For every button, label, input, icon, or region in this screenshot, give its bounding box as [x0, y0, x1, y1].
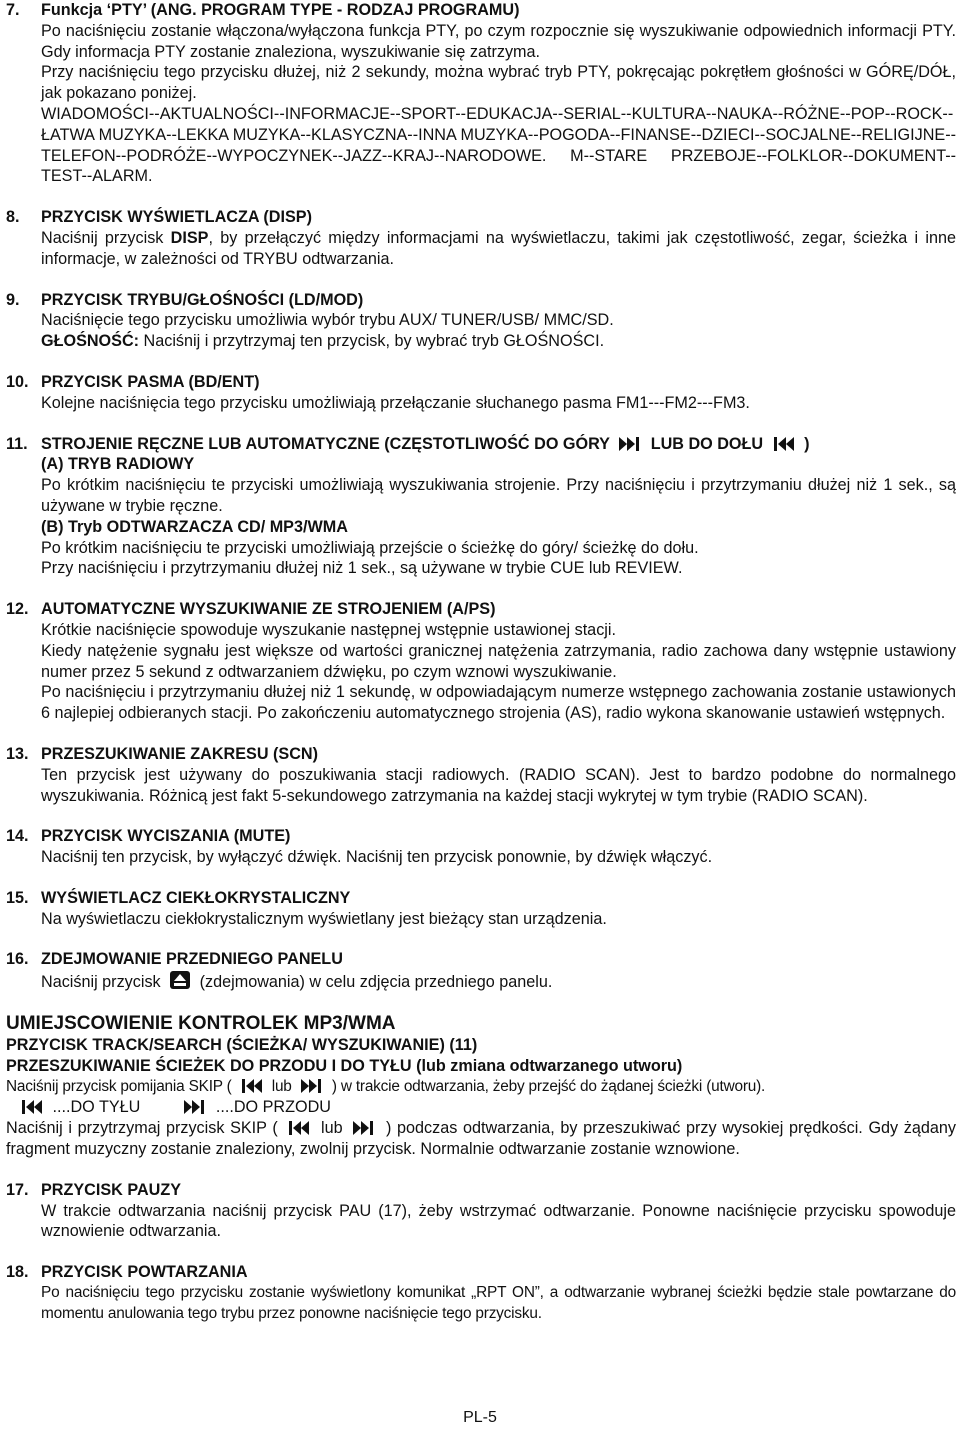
title-text: LUB DO DOŁU	[650, 434, 764, 453]
paragraph: Kolejne naciśnięcia tego przycisku umożliwiają przełączanie słuchanego pasma FM1---FM2---FM3.	[41, 393, 750, 412]
paragraph	[41, 331, 956, 352]
section-number: 18.	[6, 1263, 29, 1282]
paragraph: Naciśnij ten przycisk, by wyłączyć dźwięk. Naciśnij ten przycisk ponownie, by dźwięk włączyć.	[41, 848, 713, 867]
section-9	[6, 290, 956, 352]
subsection-title: (A) TRYB RADIOWY	[41, 455, 195, 474]
section-14	[6, 826, 956, 868]
text: ....DO TYŁU	[52, 1098, 141, 1117]
paragraph: Po naciśnięciu tego przycisku zostanie wyświetlony komunikat „RPT ON”, a odtwarzanie wybranej ścieżki będzie stale powtarzane do momentu anulowania tego trybu przez ponowne naciśnięcie tego przycisku.	[41, 1284, 956, 1322]
section-16	[6, 949, 956, 993]
text: Naciśnij przycisk pomijania SKIP (	[6, 1077, 232, 1095]
section-number: 15.	[6, 888, 29, 907]
paragraph	[6, 1097, 956, 1118]
page-number: PL-5	[463, 1409, 497, 1426]
previous-track-icon	[287, 1120, 311, 1136]
section-title: PRZYCISK WYCISZANIA (MUTE)	[41, 827, 291, 846]
text: ) w trakcie odtwarzania, żeby przejść do żądanej ścieżki (utworu).	[331, 1077, 766, 1095]
text: , by przełączyć między informacjami na wyświetlaczu, takimi jak częstotliwość, zegar, ścieżka i inne informacje, w zależności od TRYBU odtwarzania.	[41, 228, 956, 268]
section-8	[6, 207, 956, 269]
section-title: PRZYCISK POWTARZANIA	[41, 1263, 248, 1282]
next-track-icon	[618, 436, 642, 452]
section-number: 8.	[6, 208, 20, 227]
paragraph: W trakcie odtwarzania naciśnij przycisk PAU (17), żeby wstrzymać odtwarzanie. Ponowne naciśnięcie przycisku spowoduje wznowienie odtwarzania.	[41, 1201, 956, 1241]
document-page	[6, 0, 956, 1325]
section-17	[6, 1180, 956, 1242]
section-title: AUTOMATYCZNE WYSZUKIWANIE ZE STROJENIEM (A/PS)	[41, 600, 496, 619]
text: (zdejmowania) w celu zdjęcia przedniego panelu.	[199, 973, 553, 992]
text: lub	[271, 1077, 292, 1095]
section-title: PRZYCISK WYŚWIETLACZA (DISP)	[41, 208, 312, 227]
text: lub	[321, 1119, 343, 1138]
paragraph	[6, 1118, 956, 1160]
section-number: 7.	[6, 1, 20, 19]
bold-text: DISP	[170, 228, 209, 247]
section-number: 9.	[6, 290, 20, 309]
text: ....DO PRZODU	[215, 1098, 331, 1117]
text: Naciśnij przycisk	[41, 973, 161, 992]
section-title: PRZESZUKIWANIE ZAKRESU (SCN)	[41, 744, 318, 763]
paragraph: Naciśnięcie tego przycisku umożliwia wybór trybu AUX/ TUNER/USB/ MMC/SD.	[41, 311, 614, 330]
section-title: PRZYCISK TRYBU/GŁOŚNOŚCI (LD/MOD)	[41, 290, 364, 309]
section-15	[6, 888, 956, 930]
section-number: 10.	[6, 372, 29, 391]
paragraph: Ten przycisk jest używany do poszukiwania stacji radiowych. (RADIO SCAN). Jest to bardzo podobne do normalnego wyszukiwania. Różnicą jest fakt 5-sekundowego zatrzymania na każdej stacji wykrytej w tym trybie (RADIO SCAN).	[41, 765, 956, 805]
section-12	[6, 599, 956, 724]
text: ) podczas odtwarzania, by przeszukiwać przy wysokiej prędkości. Gdy żądany fragment muzyczny zostanie znaleziony, zwolnij przycisk. Normalnie odtwarzanie zostanie wznowione.	[6, 1119, 956, 1159]
section-title: PRZYCISK PAUZY	[41, 1180, 182, 1199]
section-number: 17.	[6, 1180, 29, 1199]
paragraph: Kiedy natężenie sygnału jest większe od wartości granicznej natężenia zatrzymania, radio zachowa dany wstępnie ustawiony numer przez 5 sekund z odtwarzaniem dźwięku, po czym wznowi wyszukiwanie.	[41, 641, 956, 681]
section-number: 12.	[6, 600, 29, 619]
text: Naciśnij przycisk	[41, 228, 171, 247]
next-track-icon	[183, 1099, 207, 1115]
bold-text: GŁOŚNOŚĆ:	[41, 332, 140, 351]
pty-list: WIADOMOŚCI--AKTUALNOŚCI--INFORMACJE--SPORT--EDUKACJA--SERIAL--KULTURA--NAUKA--RÓŻNE--POP--ROCK--ŁATWA MUZYKA--LEKKA MUZYKA--KLASYCZNA--INNA MUZYKA--POGODA--FINANSE--DZIECI--SOCJALNE--RELIGIJNE--TELEFON--PODRÓŻE--WYPOCZYNEK--JAZZ--KRAJ--NARODOWE. M--STARE PRZEBOJE--FOLKLOR--DOKUMENT--TEST--ALARM.	[41, 104, 956, 186]
section-title: PRZYCISK PASMA (BD/ENT)	[41, 372, 260, 391]
text: Naciśnij i przytrzymaj przycisk SKIP (	[6, 1119, 278, 1138]
previous-track-icon	[20, 1099, 44, 1115]
eject-icon	[169, 970, 191, 990]
section-heading: UMIEJSCOWIENIE KONTROLEK MP3/WMA	[6, 1013, 396, 1035]
title-text: STROJENIE RĘCZNE LUB AUTOMATYCZNE (CZĘSTOTLIWOŚĆ DO GÓRY	[41, 434, 610, 453]
subsection-title: PRZYCISK TRACK/SEARCH (ŚCIEŻKA/ WYSZUKIWANIE) (11)	[6, 1036, 478, 1055]
section-title: Funkcja ‘PTY’ (ANG. PROGRAM TYPE - RODZAJ PROGRAMU)	[41, 1, 520, 19]
section-number: 11.	[6, 434, 28, 453]
paragraph	[41, 970, 956, 993]
section-title: WYŚWIETLACZ CIEKŁOKRYSTALICZNY	[41, 888, 351, 907]
paragraph: Przy naciśnięciu i przytrzymaniu dłużej niż 1 sek., są używane w trybie CUE lub REVIEW.	[41, 559, 683, 578]
subsection-title: (B) Tryb ODTWARZACZA CD/ MP3/WMA	[41, 517, 348, 536]
section-number: 14.	[6, 827, 29, 846]
section-number: 13.	[6, 744, 29, 763]
section-18	[6, 1262, 956, 1324]
paragraph: Po naciśnięciu zostanie włączona/wyłączona funkcja PTY, po czym rozpocznie się wyszukiwanie odpowiednich informacji PTY. Gdy informacja PTY zostanie znaleziona, wyszukiwanie się zatrzyma.	[41, 21, 956, 61]
paragraph: Po naciśnięciu i przytrzymaniu dłużej niż 1 sekundę, w odpowiadającym numerze wstępnego zachowania zostanie ustawionych 6 najlepiej odbieranych stacji. Po zakończeniu automatycznego strojenia (AS), radio wykona skanowanie ustawień wstępnych.	[41, 683, 956, 723]
section-7	[6, 0, 956, 187]
text: Naciśnij i przytrzymaj ten przycisk, by wybrać tryb GŁOŚNOŚCI.	[139, 332, 605, 351]
paragraph: Po krótkim naciśnięciu te przyciski umożliwiają przejście o ścieżkę do góry/ ścieżkę do dołu.	[41, 538, 699, 557]
previous-track-icon	[240, 1078, 264, 1094]
subsection-title: PRZESZUKIWANIE ŚCIEŻEK DO PRZODU I DO TYŁU (lub zmiana odtwarzanego utworu)	[6, 1056, 683, 1075]
section-10	[6, 372, 956, 414]
paragraph: Przy naciśnięciu tego przycisku dłużej, niż 2 sekundy, można wybrać tryb PTY, pokręcając pokrętłem głośności w GÓRĘ/DÓŁ, jak pokazano poniżej.	[41, 63, 956, 103]
paragraph: Po krótkim naciśnięciu te przyciski umożliwiają wyszukiwania strojenie. Przy naciśnięciu i przytrzymaniu dłużej niż 1 sek., są używane w trybie ręczne.	[41, 476, 956, 515]
mp3-controls-section	[6, 1013, 956, 1160]
paragraph	[6, 1077, 956, 1098]
next-track-icon	[300, 1078, 324, 1094]
section-11	[6, 434, 956, 580]
section-title	[41, 434, 956, 455]
section-13	[6, 744, 956, 806]
paragraph: Krótkie naciśnięcie spowoduje wyszukanie następnej wstępnie ustawionej stacji.	[41, 620, 616, 639]
previous-track-icon	[772, 436, 796, 452]
next-track-icon	[352, 1120, 376, 1136]
title-text: )	[804, 434, 810, 453]
paragraph: Na wyświetlaczu ciekłokrystalicznym wyświetlany jest bieżący stan urządzenia.	[41, 909, 607, 928]
section-title: ZDEJMOWANIE PRZEDNIEGO PANELU	[41, 950, 343, 969]
paragraph	[41, 228, 956, 270]
section-number: 16.	[6, 950, 29, 969]
